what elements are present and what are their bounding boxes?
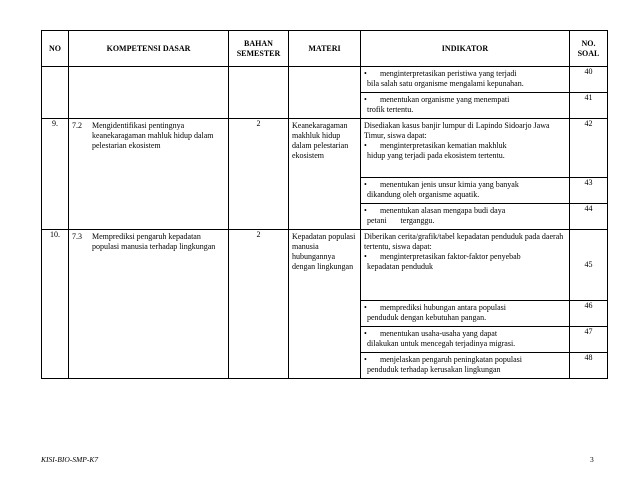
header-no-soal-1: NO.	[581, 38, 596, 48]
row-number: 10.	[42, 230, 69, 379]
indikator-text-cont: dilakukan untuk mencegah terjadinya migrasi.	[367, 339, 516, 348]
indikator-text: menginterpretasikan kematian makhluk	[380, 141, 507, 150]
indikator-cell	[361, 93, 570, 119]
no-soal-cell: 44	[570, 204, 608, 230]
indikator-text: memprediksi hubungan antara populasi	[380, 303, 506, 312]
header-indikator: INDIKATOR	[361, 31, 570, 67]
no-soal-cell: 45	[570, 230, 608, 301]
kd-code: 7.3	[72, 232, 82, 241]
indikator-intro: Disediakan kasus banjir lumpur di Lapindo Sidoarjo Jawa Timur, siswa dapat:	[364, 121, 550, 140]
bullet-icon: •	[364, 180, 367, 189]
no-soal-cell: 46	[570, 301, 608, 327]
table-row	[42, 67, 608, 93]
footer-document-code: KISI-BIO-SMP-K7	[41, 455, 99, 464]
no-soal-cell: 42	[570, 119, 608, 178]
indikator-cell	[361, 204, 570, 230]
indikator-cell	[361, 67, 570, 93]
bahan-semester-cell: 2	[229, 119, 289, 230]
materi-cell	[289, 119, 361, 230]
indikator-text: menentukan usaha-usaha yang dapat	[380, 329, 498, 338]
bullet-icon: •	[364, 206, 367, 215]
no-soal-cell: 41	[570, 93, 608, 119]
header-materi: MATERI	[289, 31, 361, 67]
indikator-cell	[361, 327, 570, 353]
no-soal-cell: 43	[570, 178, 608, 204]
bullet-icon: •	[364, 329, 367, 338]
indikator-text: menginterpretasikan peristiwa yang terjadi	[380, 69, 517, 78]
header-bahan-semester	[229, 31, 289, 67]
header-semester: SEMESTER	[236, 48, 281, 58]
indikator-cell	[361, 178, 570, 204]
kd-text: Mengidentifikasi pentingnya keanekaragaman mahluk hidup dalam pelestarian ekosistem	[92, 121, 214, 150]
no-soal-cell: 40	[570, 67, 608, 93]
indikator-text-cont: petani terganggu.	[367, 216, 435, 225]
header-no: NO	[42, 31, 69, 67]
materi-text: Kepadatan populasi manusia hubungannya dengan lingkungan	[292, 232, 356, 271]
row-number: 9.	[42, 119, 69, 230]
materi-text: Keanekaragaman makhluk hidup dalam pelestarian ekosistem	[292, 121, 349, 160]
footer-page-number: 3	[590, 455, 594, 464]
bullet-icon: •	[364, 95, 367, 104]
header-row	[42, 31, 608, 67]
materi-cell-empty	[289, 67, 361, 119]
kd-cell-empty	[69, 67, 229, 119]
indikator-cell	[361, 119, 570, 178]
kompetensi-dasar-cell	[69, 119, 229, 230]
indikator-text: menentukan alasan mengapa budi daya	[380, 206, 506, 215]
indikator-text-cont: penduduk terhadap kerusakan lingkungan	[367, 365, 501, 374]
indikator-cell	[361, 230, 570, 301]
kd-text: Memprediksi pengaruh kepadatan populasi manusia terhadap lingkungan	[92, 232, 216, 251]
no-cell-empty	[42, 67, 69, 119]
indikator-text: menjelaskan pengaruh peningkatan populasi	[380, 355, 522, 364]
materi-cell	[289, 230, 361, 379]
indikator-intro: Diberikan cerita/grafik/tabel kepadatan penduduk pada daerah tertentu, siswa dapat:	[364, 232, 564, 251]
bullet-icon: •	[364, 141, 367, 150]
indikator-text-cont: trofik tertentu.	[367, 105, 414, 114]
no-soal-cell: 47	[570, 327, 608, 353]
no-soal-cell: 48	[570, 353, 608, 379]
kompetensi-dasar-cell	[69, 230, 229, 379]
indikator-text-cont: bila salah satu organisme mengalami kepunahan.	[367, 79, 524, 88]
header-bahan: BAHAN	[244, 38, 273, 48]
bahan-semester-cell: 2	[229, 230, 289, 379]
kd-code: 7.2	[72, 121, 82, 130]
bullet-icon: •	[364, 69, 367, 78]
kisi-table	[41, 30, 608, 379]
indikator-text-cont: dikandung oleh organisme aquatik.	[367, 190, 480, 199]
indikator-text: menentukan organisme yang menempati	[380, 95, 510, 104]
table-row	[42, 230, 608, 301]
header-no-soal	[570, 31, 608, 67]
header-no-soal-2: SOAL	[577, 48, 600, 58]
indikator-text-cont: kepadatan penduduk	[367, 262, 433, 271]
indikator-text: menentukan jenis unsur kimia yang banyak	[380, 180, 519, 189]
indikator-cell	[361, 301, 570, 327]
indikator-text-cont: hidup yang terjadi pada ekosistem tertentu.	[367, 151, 505, 160]
bahan-cell-empty	[229, 67, 289, 119]
bullet-icon: •	[364, 252, 367, 261]
bullet-icon: •	[364, 355, 367, 364]
table-row	[42, 119, 608, 178]
bullet-icon: •	[364, 303, 367, 312]
indikator-text-cont: penduduk dengan kebutuhan pangan.	[367, 313, 487, 322]
indikator-cell	[361, 353, 570, 379]
header-kompetensi-dasar: KOMPETENSI DASAR	[69, 31, 229, 67]
indikator-text: menginterpretasikan faktor-faktor penyebab	[380, 252, 521, 261]
